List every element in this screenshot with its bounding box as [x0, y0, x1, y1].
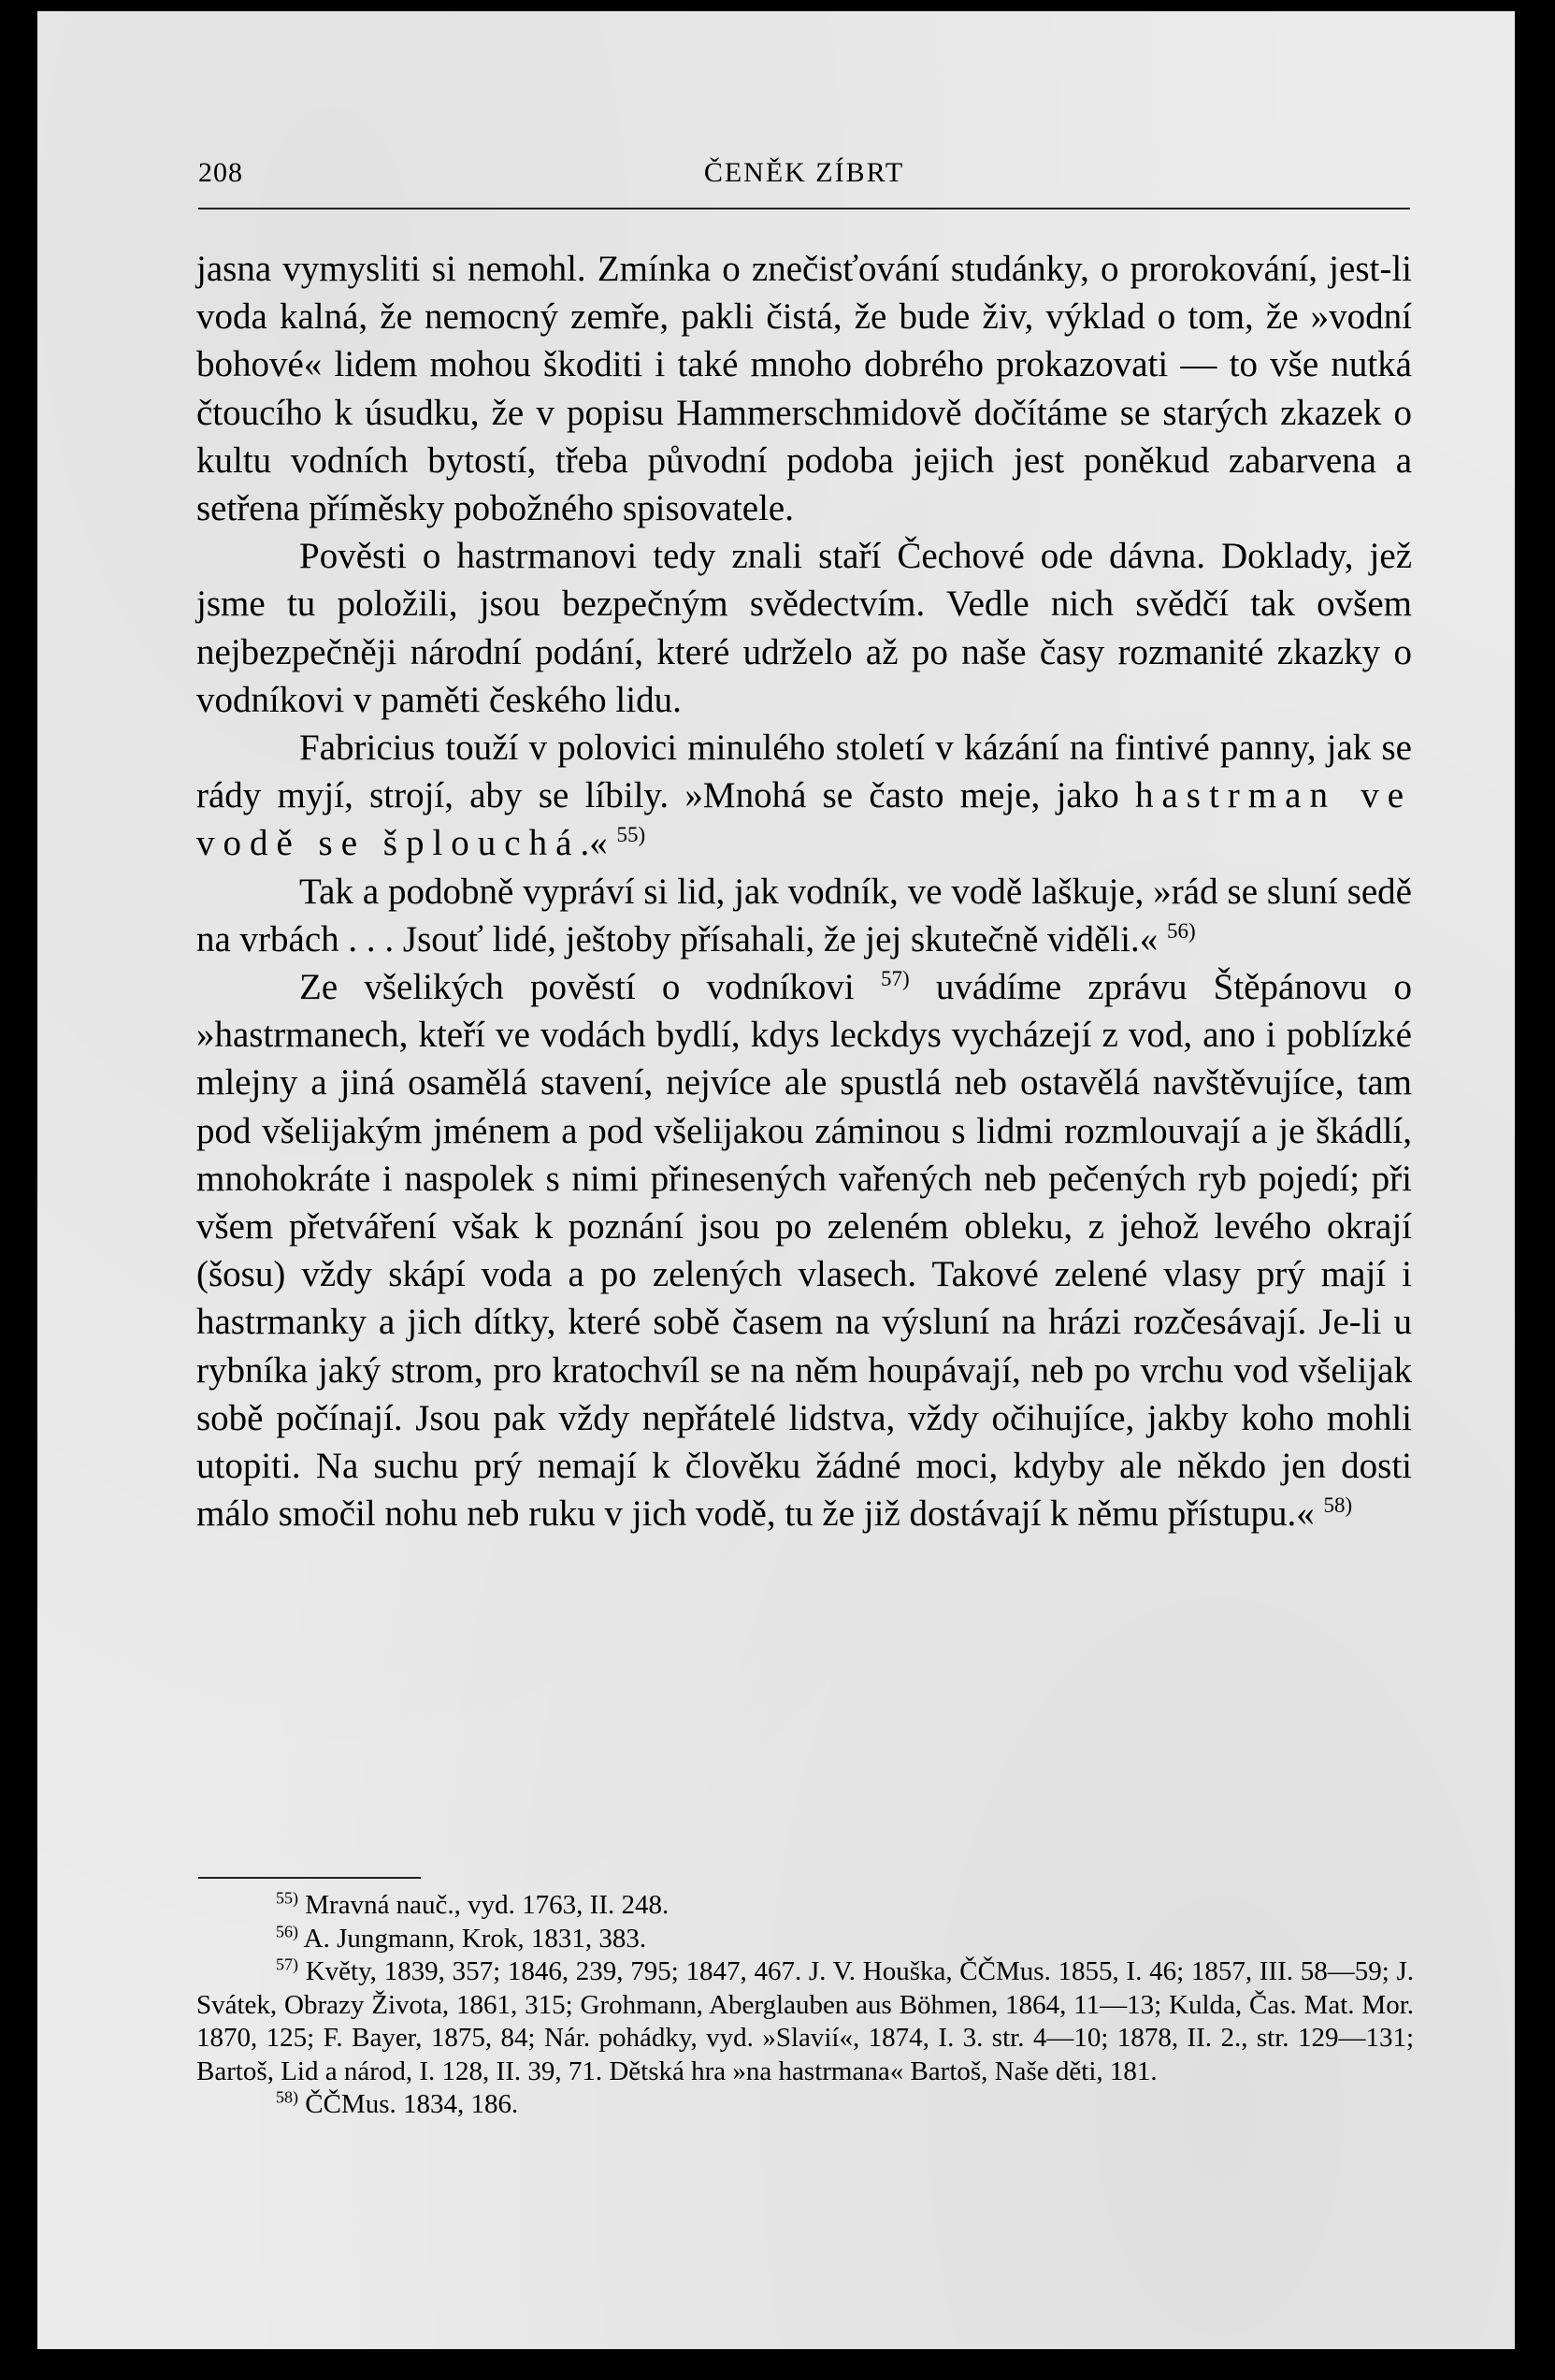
paragraph-text: Ze všelikých pověstí o vodníkovi: [299, 967, 881, 1008]
footnote-text: Mravná nauč., vyd. 1763, II. 248.: [298, 1890, 670, 1920]
paragraph-text: Pověsti o hastrmanovi tedy znali staří Čechové ode dávna. Doklady, jež jsme tu položili, jsou bezpečným svědectvím. Vedle nich svědčí tak ovšem nejbezpečněji národní podání, které udrželo až po naše časy rozmanité zkazky o vodníkovi v paměti českého lidu.: [196, 536, 1412, 720]
footnote: [196, 1889, 1414, 1923]
paragraph: [196, 963, 1412, 1537]
paragraph-text: Fabricius touží v polovici minulého století v kázání na fintivé panny, jak se rády myjí, strojí, aby se líbily. »Mnohá se často meje, jako: [196, 728, 1412, 816]
spaced-quote-text: hastrman ve vodě se šplouchá: [196, 775, 1413, 864]
page-header: [198, 148, 1410, 195]
footnote-reference: 56): [1166, 918, 1196, 943]
paragraph: [196, 532, 1412, 724]
paragraph-text: jasna vymysliti si nemohl. Zmínka o znečisťování studánky, o prorokování, jest-li voda kalná, že nemocný zemře, pakli čistá, že bude živ, výklad o tom, že »vodní bohové« lidem mohou škoditi i také mnoho dobrého prokazovati — to vše nutká čtoucího k úsudku, že v popisu Hammerschmidově dočítáme se starých zkazek o kultu vodních bytostí, třeba původní podoba jejich jest poněkud zabarvena a setřena příměsky pobožného spisovatele.: [196, 249, 1412, 529]
footnote-rule: [198, 1877, 421, 1879]
page-number: 208: [198, 157, 243, 188]
header-rule: [198, 208, 1410, 209]
paragraph-text: Tak a podobně vypráví si lid, jak vodník, ve vodě laškuje, »rád se sluní sedě na vrbách . . . Jsouť lidé, ještoby přísahali, že jej skutečně viděli.«: [196, 871, 1412, 959]
footnote-number: 57): [276, 1954, 298, 1974]
footnote: [196, 2088, 1414, 2122]
paragraph: [196, 724, 1412, 868]
footnote-reference: 57): [880, 967, 910, 991]
paragraph: [196, 868, 1412, 963]
footnote-text: A. Jungmann, Krok, 1831, 383.: [298, 1923, 647, 1954]
footnote-text: ČČMus. 1834, 186.: [298, 2089, 519, 2119]
footnotes: [196, 1889, 1414, 2122]
footnote-reference: 55): [616, 823, 646, 847]
footnote: [196, 1955, 1414, 2088]
footnote-reference: 58): [1323, 1493, 1353, 1518]
footnote: [196, 1923, 1414, 1956]
footnote-number: 55): [276, 1888, 298, 1908]
footnote-number: 56): [276, 1921, 298, 1940]
footnote-text: Květy, 1839, 357; 1846, 239, 795; 1847, 467. J. V. Houška, ČČMus. 1855, I. 46; 1857, III. 58—59; J. Svátek, Obrazy Života, 1861, 315; Grohmann, Aberglauben aus Böhmen, 1864, 11—13; Kulda, Čas. Mat. Mor. 1870, 125; F. Bayer, 1875, 84; Nár. pohádky, vyd. »Slavií«, 1874, I. 3. str. 4—10; 1878, II. 2., str. 129—131; Bartoš, Lid a národ, I. 128, II. 39, 71. Dětská hra »na hastrmana« Bartoš, Naše děti, 181.: [196, 1956, 1414, 2086]
paragraph: [196, 245, 1412, 532]
footnote-number: 58): [276, 2087, 298, 2107]
paragraph-text: uvádíme zprávu Štěpánovu o »hastrmanech, kteří ve vodách bydlí, kdys leckdys vycházejí z vod, ano i poblízké mlejny a jiná osamělá stavení, nejvíce ale spustlá neb ostavělá navštěvujíce, tam pod všelijakým jménem a pod všelijakou záminou s lidmi rozmlouvají a je škádlí, mnohokráte i naspolek s nimi přinesených vařených neb pečených ryb pojedí; při všem přetváření však k poznání jsou po zeleném obleku, z jehož levého okrají (šosu) vždy skápí voda a po zelených vlasech. Takové zelené vlasy prý mají i hastrmanky a jich dítky, které sobě časem na výsluní na hrázi rozčesávají. Je-li u rybníka jaký strom, pro kratochvíl se na něm houpávají, neb po vrchu vod všelijak sobě počínají. Jsou pak vždy nepřátelé lidstva, vždy očihujíce, jakby koho mohli utopiti. Na suchu prý nemají k člověku žádné moci, kdyby ale někdo jen dosti málo smočil nohu neb ruku v jich vodě, tu že již dostávají k němu přístupu.«: [196, 967, 1413, 1535]
running-head: ČENĚK ZÍBRT: [703, 157, 905, 188]
body-text: [196, 245, 1412, 1537]
paragraph-text: .«: [580, 823, 617, 864]
